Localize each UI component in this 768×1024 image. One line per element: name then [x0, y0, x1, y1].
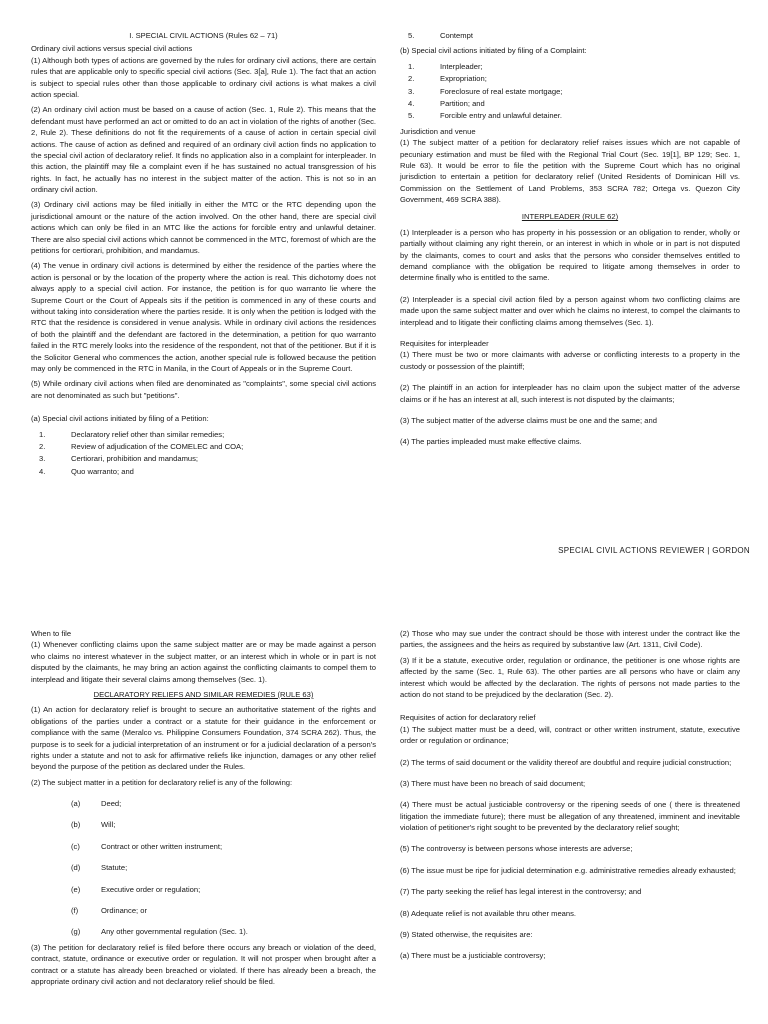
- list-item: 1. Interpleader;: [408, 61, 483, 71]
- paragraph: (4) The venue in ordinary civil actions is determined by either the residence of the parties where the action is personal or by the location of the property where the action is real. This dichotomy does not always apply to a special civil action. For instance, the petition is for quo warranto lie where the Supreme Court or the Court of Appeals sits if the petition is commenced in any of these courts and without taking into consideration where the parties reside. It is only when the petition is lodged with the RTC that the residence is considered in venue analysis. While in ordinary civil actions the residences of both the plaintiff and the defendant are factored in the determination, a petition for quo warranto failed in the RTC merely looks into the residence of the respondent, not that of the petitioner. But if it is the Solicitor General who commences the action, another special rule is followed because the petition may only be commenced in the RTC in Manila, in the Court of Appeals or in the Supreme Court.: [31, 261, 376, 373]
- requisite-item: (4) There must be actual justiciable controversy or the ripening seeds of one ( there is threatened litigation the immediate future); there must be allegation of any threatened, imminent and inevitable violation of petitioner's right sought to be prevented by the declaratory relief sought;: [400, 800, 740, 833]
- paragraph: (1) Although both types of actions are governed by the rules for ordinary civil actions, there are certain rules that are applicable only to specific special civil actions (Sec. 3[a], Rule 1). The fact that an action is subject to special rules other than those applicable to ordinary civil actions is what makes a civil action special.: [31, 55, 376, 99]
- list-item: 1. Declaratory relief other than similar remedies;: [39, 429, 225, 439]
- list-item: 5. Contempt: [408, 31, 473, 40]
- section-heading: When to file: [31, 629, 72, 638]
- list-intro: (a) Special civil actions initiated by filing of a Petition:: [31, 414, 209, 424]
- list-item: (f) Ordinance; or: [71, 906, 148, 916]
- list-item: (e) Executive order or regulation;: [71, 884, 201, 894]
- top-right-column: [400, 30, 740, 458]
- paragraph: (5) While ordinary civil actions when filed are denominated as "complaints", some special civil actions are not denominated as such but "petitions".: [31, 379, 376, 400]
- section-heading: Jurisdiction and venue: [400, 126, 476, 136]
- paragraph: (1) Interpleader is a person who has property in his possession or an obligation to render, wholly or partially without claiming any right therein, or an interest in which in whole or in part is not disputed by the claimants, comes to court and asks that the persons who consider themselves entitled to demand compliance with the obligation be required to litigate among themselves in order to determine finally who is entitled to the same.: [400, 227, 740, 283]
- section-heading: Requisites for interpleader: [400, 338, 489, 348]
- paragraph: (1) An action for declaratory relief is brought to secure an authoritative statement of the rights and obligations of the parties under a contract or a statute for their guidance in the enforcement or compliance with the same (Meralco vs. Philippine Consumers Foundation, 374 SCRA 262). Thus, the purpose is to seek for a judicial interpretation of an instrument or for a judicial declaration of a person's rights under a statute and not to ask for affirmative reliefs like injunction, damages or any other relief beyond the purpose of the petition as declared under the Rules.: [31, 705, 376, 772]
- petition-list: [31, 429, 376, 478]
- paragraph: (1) The subject matter of a petition for declaratory relief raises issues which are not capable of pecuniary estimation and must be filed with the Regional Trial Court (Sec. 19[1], BP 129; Sec. 1, Rule 63). It would be error to file the petition with the Supreme Court which has no original jurisdiction to entertain a petition for declaratory relief (United Residents of Dominican Hill vs. Commission on the Settlement of Land Problems, 353 SCRA 782; Ortega vs. Quezon City Government, 469 SCRA 388).: [400, 138, 740, 205]
- paragraph: (3) The petition for declaratory relief is filed before there occurs any breach or violation of the deed, contract, statute, ordinance or executive order or regulation. It will not prosper when brought after a contract or a statute has already been breached or violated. If there has already been a breach, the appropriate ordinary civil action and not declaratory relief should be filed.: [31, 942, 376, 986]
- page-footer: SPECIAL CIVIL ACTIONS REVIEWER | GORDON: [558, 546, 750, 555]
- requisite-item: (2) The terms of said document or the validity thereof are doubtful and require judicial construction;: [400, 757, 732, 767]
- paragraph: (3) Ordinary civil actions may be filed initially in either the MTC or the RTC depending upon the jurisdictional amount or the nature of the action involved. On the other hand, there are special civil actions which can only be filed in an MTC like the actions for forcible entry and unlawful detainer. There are also special civil actions which cannot be commenced in the MTC, foremost of which are the petitions for certiorari, prohibition, and mandamus.: [31, 200, 376, 256]
- requisite-item: (1) There must be two or more claimants with adverse or conflicting interests to a property in the custody or possession of the plaintiff;: [400, 350, 740, 371]
- petition-list-continued: [400, 30, 740, 41]
- bottom-left-column: [31, 628, 376, 991]
- list-item: 4. Quo warranto; and: [39, 466, 134, 476]
- complaint-list: [400, 61, 740, 122]
- requisite-item: (9) Stated otherwise, the requisites are:: [400, 930, 533, 940]
- list-item: (d) Statute;: [71, 863, 128, 873]
- list-item: (c) Contract or other written instrument;: [71, 841, 223, 851]
- requisite-item: (1) The subject matter must be a deed, will, contract or other written instrument, statute, executive order or regulation or ordinance;: [400, 724, 740, 746]
- list-item: 3. Foreclosure of real estate mortgage;: [408, 86, 563, 96]
- document-title: I. SPECIAL CIVIL ACTIONS (Rules 62 – 71): [129, 31, 278, 40]
- requisite-item: (8) Adequate relief is not available thru other means.: [400, 908, 577, 918]
- list-intro: (2) The subject matter in a petition for declaratory relief is any of the following:: [31, 777, 293, 787]
- list-item: (a) Deed;: [71, 799, 122, 809]
- paragraph: (3) If it be a statute, executive order, regulation or ordinance, the petitioner is one whose rights are affected by the same (Sec. 1, Rule 63). The other parties are all persons who have or claim any interest which would be affected by the declaration. The rights of persons not made parties to the action do not stand to be prejudiced by the declaration (Sec. 2).: [400, 655, 740, 699]
- requisite-item: (3) The subject matter of the adverse claims must be one and the same; and: [400, 415, 657, 425]
- list-item: 3. Certiorari, prohibition and mandamus;: [39, 454, 199, 464]
- list-item: 4. Partition; and: [408, 98, 485, 108]
- interpleader-heading: INTERPLEADER (RULE 62): [521, 212, 619, 222]
- bottom-page: [0, 610, 768, 1024]
- bottom-right-column: [400, 628, 740, 966]
- declaratory-heading: DECLARATORY RELIEFS AND SIMILAR REMEDIES (RULE 63): [93, 689, 314, 699]
- requisite-item: (5) The controversy is between persons whose interests are adverse;: [400, 844, 633, 854]
- requisite-item: (3) There must have been no breach of said document;: [400, 778, 586, 788]
- paragraph: (2) Those who may sue under the contract should be those with interest under the contract like the parties, the assignees and the heirs as required by substantive law (Art. 1311, Civil Code).: [400, 629, 740, 650]
- subject-list: [31, 798, 376, 938]
- list-item: 5. Forcible entry and unlawful detainer.: [408, 111, 562, 121]
- paragraph: (2) An ordinary civil action must be based on a cause of action (Sec. 1, Rule 2). This means that the defendant must have performed an act or omitted to do an act in violation of the rights of another (Sec. 2, Rule 2). These definitions do not fit the requirements of a cause of action in certain special civil actions. The cause of action as defined and required of an ordinary civil action finds no application to the special civil action of declaratory relief. It finds no application also in a complaint for interpleader. In this action, the plaintiff may file a complaint even if he has sustained no actual transgression of his rights. In fact, he actually has no interest in the subject matter of the action. This is not so in an ordinary civil action.: [31, 105, 376, 195]
- list-item: (b) Will;: [71, 820, 116, 830]
- list-item: 2. Expropriation;: [408, 74, 487, 84]
- section-heading: Ordinary civil actions versus special civil actions: [31, 44, 193, 54]
- requisite-item: (2) The plaintiff in an action for interpleader has no claim upon the subject matter of the adverse claims or if he has an interest at all, such interest is not disputed by the claimants;: [400, 383, 740, 404]
- paragraph: (1) Whenever conflicting claims upon the same subject matter are or may be made against a person who claims no interest whatever in the subject matter, or an interest which in whole or in part is not disputed by the claimants, he may bring an action against the conflicting claimants to compel them to interplead and litigate their several claims among themselves (Sec. 1).: [31, 640, 376, 684]
- list-intro: (b) Special civil actions initiated by filing of a Complaint:: [400, 46, 587, 56]
- list-item: (g) Any other governmental regulation (Sec. 1).: [71, 927, 248, 937]
- requisite-item: (7) The party seeking the relief has legal interest in the controversy; and: [400, 887, 642, 897]
- paragraph: (2) Interpleader is a special civil action filed by a person against whom two conflicting claims are made upon the same subject matter and over which he claims no interest, to compel the claimants to interplead and to litigate their conflicting claims among themselves (Sec. 1).: [400, 294, 740, 327]
- top-left-column: [31, 30, 376, 481]
- section-heading: Requisites of action for declaratory relief: [400, 713, 536, 723]
- requisite-item: (4) The parties impleaded must make effective claims.: [400, 437, 582, 447]
- list-item: 2. Review of adjudication of the COMELEC and COA;: [39, 441, 244, 451]
- requisite-item: (a) There must be a justiciable controversy;: [400, 951, 546, 961]
- requisite-item: (6) The issue must be ripe for judicial determination e.g. administrative remedies already exhausted;: [400, 865, 736, 875]
